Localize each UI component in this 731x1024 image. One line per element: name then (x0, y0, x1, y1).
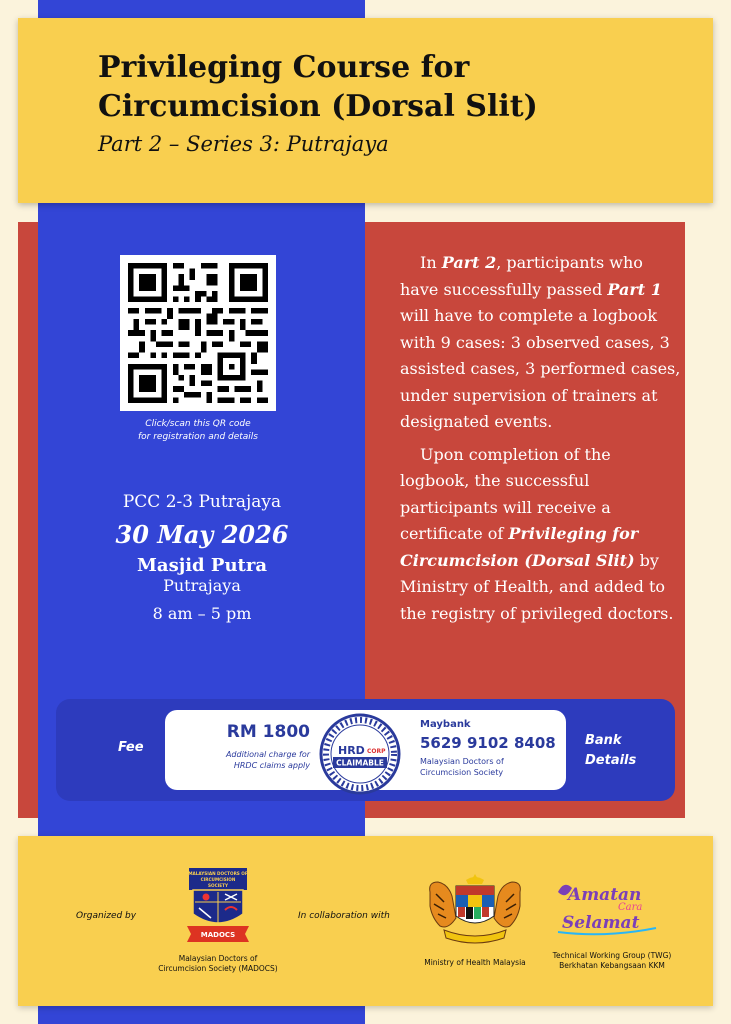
collaboration-label: In collaboration with (298, 911, 390, 921)
organized-by-label: Organized by (76, 911, 137, 921)
bank-account-holder: Malaysian Doctors of Circumcision Society (420, 757, 504, 777)
bank-account-number: 5629 9102 8408 (420, 734, 556, 752)
svg-text:Amatan: Amatan (568, 885, 642, 905)
page-subtitle: Part 2 – Series 3: Putrajaya (98, 132, 389, 156)
event-details (68, 492, 336, 623)
fee-amount: RM 1800 (226, 722, 310, 742)
svg-text:CIRCUMCISION: CIRCUMCISION (200, 877, 236, 882)
event-code: PCC 2-3 Putrajaya (122, 492, 282, 512)
fee-note: Additional charge for HRDC claims apply (225, 750, 310, 770)
event-time: 8 am – 5 pm (152, 604, 252, 623)
moh-caption: Ministry of Health Malaysia (424, 958, 526, 967)
amalan-cara-selamat-logo-icon (556, 878, 666, 938)
svg-text:CLAIMABLE: CLAIMABLE (336, 758, 384, 768)
description-paragraph-1: In Part 2, participants who have successfully passed Part 1 will have to complete a logbook with 9 cases: 3 observed cases, 3 assisted cases, 3 performed cases, under supervision of trainers at designated events. (400, 253, 681, 431)
fee-label: Fee (118, 740, 144, 755)
twg-caption: Technical Working Group (TWG) Berkhatan Kebangsaan KKM (552, 951, 672, 970)
svg-text:HRD: HRD (338, 744, 365, 757)
qr-caption: Click/scan this QR code for registration and details (138, 419, 258, 442)
svg-text:SOCIETY: SOCIETY (208, 883, 228, 888)
page-title: Privileging Course for Circumcision (Dorsal Slit) (98, 50, 538, 124)
event-city: Putrajaya (163, 576, 241, 595)
svg-text:Cara: Cara (618, 902, 643, 913)
svg-text:MALAYSIAN DOCTORS OF: MALAYSIAN DOCTORS OF (188, 871, 248, 876)
svg-text:MADOCS: MADOCS (200, 931, 236, 939)
svg-text:CORP: CORP (367, 748, 386, 755)
event-date: 30 May 2026 (115, 520, 289, 549)
malaysia-coat-of-arms-icon (422, 872, 528, 944)
description-paragraph-2: Upon completion of the logbook, the successful participants will receive a certificate of Privileging for Circumcision (Dorsal Slit) by Ministry of Health, and added to the registry of privileged doctors. (400, 444, 674, 623)
qr-code-icon (128, 263, 268, 403)
madocs-caption: Malaysian Doctors of Circumcision Society (MADOCS) (158, 954, 278, 973)
red-side-strip (18, 222, 38, 818)
header-banner (18, 18, 713, 203)
hrdc-claimable-badge-icon (319, 713, 401, 795)
bank-details-label: Bank Details (585, 733, 637, 768)
event-venue: Masjid Putra (136, 555, 267, 576)
registration-qr-code[interactable] (120, 255, 276, 411)
course-description (400, 250, 682, 627)
bank-name: Maybank (420, 719, 471, 730)
madocs-logo-icon (185, 866, 251, 944)
svg-text:Selamat: Selamat (562, 913, 640, 933)
